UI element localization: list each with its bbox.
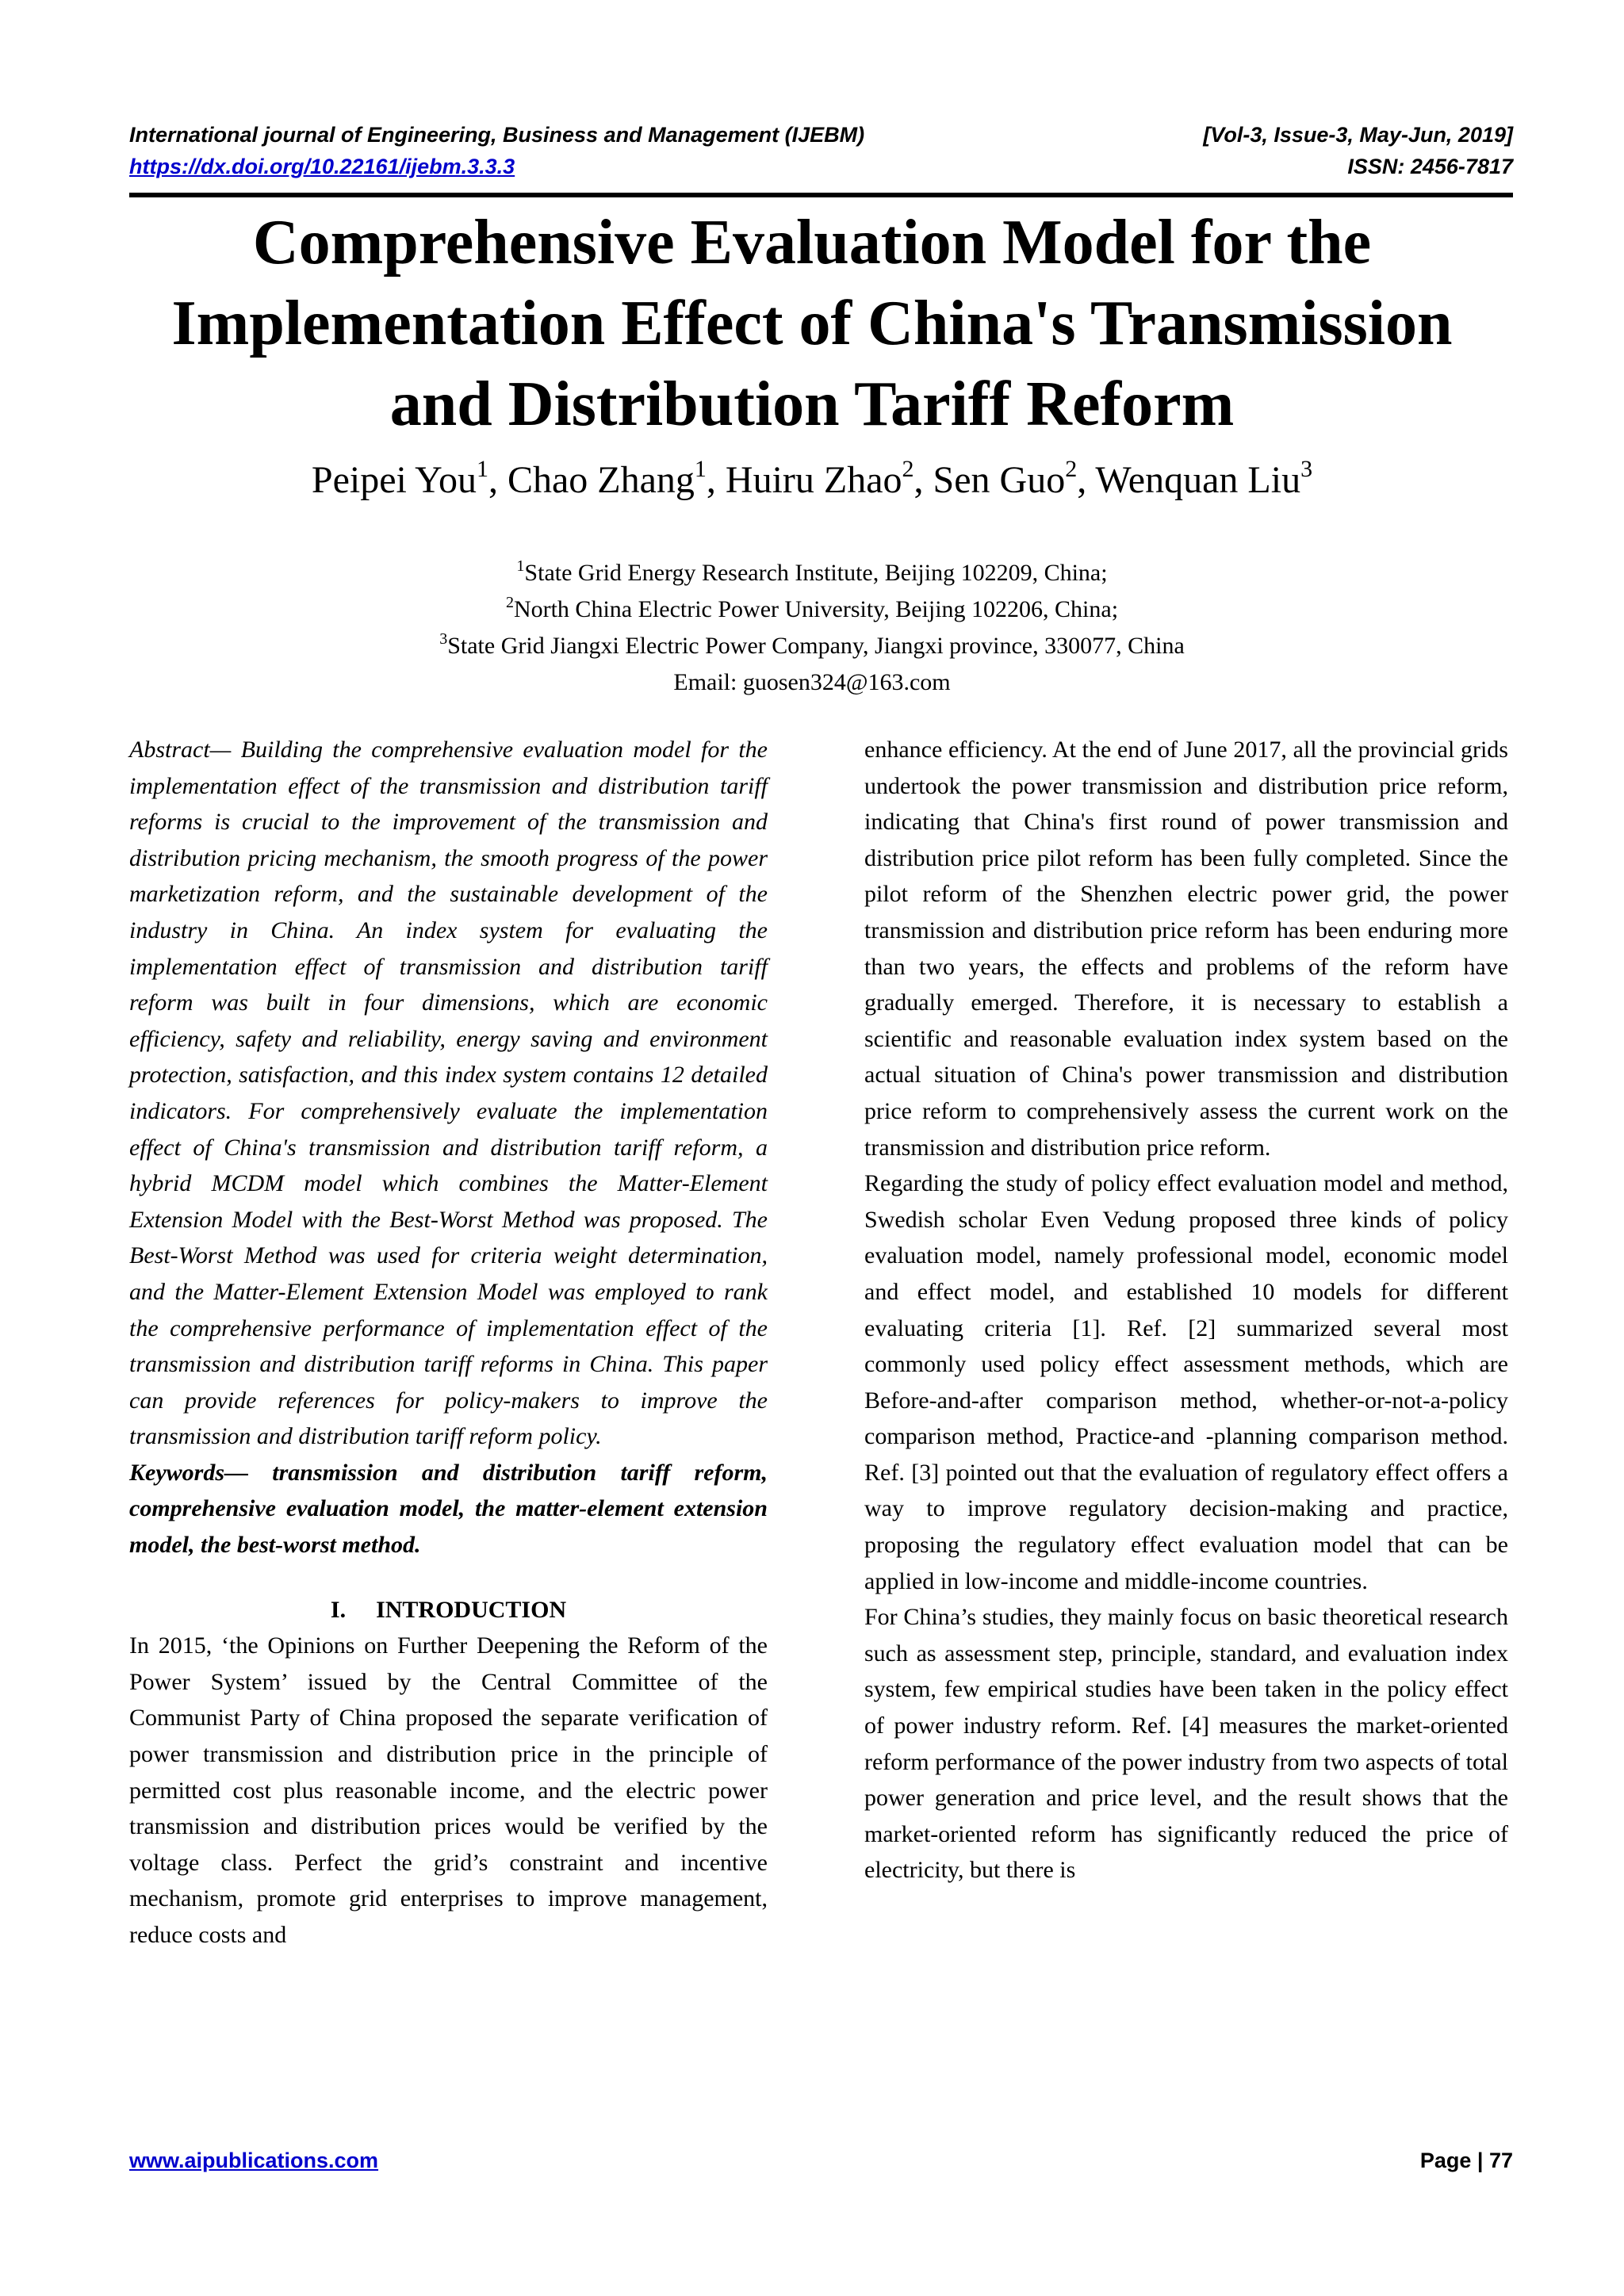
volume-info: [Vol-3, Issue-3, May-Jun, 2019] [1203,123,1513,147]
title-line-1: Comprehensive Evaluation Model for the [252,208,1372,277]
author: Chao Zhang$^1$, [507,456,726,501]
intro-paragraph: In 2015, ‘the Opinions on Further Deepening the Reform of the Power System’ issued by the Central Committee of the Communist Party of China proposed the separate verification of power transmission and distribution price in the principle of permitted cost plus reasonable income, and the electric power transmission and distribution prices would be verified by the voltage class. Perfect the grid’s constraint and incentive mechanism, promote grid enterprises to improve management, reduce costs and [129,1632,768,1948]
section-heading: I. INTRODUCTION [330,1596,567,1623]
left-column [129,732,768,1954]
running-header [129,119,1513,182]
page-footer [129,2149,1513,2173]
author: Sen Guo$^2$, [933,456,1096,501]
affiliation-3: $^3$State Grid Jiangxi Electric Power Company, Jiangxi province, 330077, China [439,630,1185,659]
page-number: Page | 77 [1419,2149,1513,2172]
title-line-2: Implementation Effect of China's Transmission [171,289,1453,358]
keywords: Keywords— transmission and distribution tariff reform, comprehensive evaluation model, the matter-element extension model, the best-worst method. [129,1459,768,1559]
doi-link[interactable]: https://dx.doi.org/10.22161/ijebm.3.3.3 [129,155,515,178]
journal-name: International journal of Engineering, Business and Management (IJEBM) [129,123,865,147]
paper-title [79,202,1545,445]
right-column [864,732,1508,1888]
website-link[interactable]: www.aipublications.com [129,2149,379,2172]
body-paragraph-1: enhance efficiency. At the end of June 2017, all the provincial grids undertook the power transmission and distribution price reform, indicating that China's first round of power transmission and distribution price pilot reform has been fully completed. Since the pilot reform of the Shenzhen electric power grid, the power transmission and distribution price reform has been enduring more than two years, the effects and problems of the reform have gradually emerged. Therefore, it is necessary to establish a scientific and reasonable evaluation index system based on the actual situation of China's power transmission and distribution price reform to comprehensively assess the current work on the transmission and distribution price reform. [864,737,1508,1161]
affiliation-2: $^2$North China Electric Power University, Beijing 102206, China; [505,594,1119,622]
author: Peipei You$^1$, [311,456,508,501]
header-rule [129,193,1513,197]
author: Wenquan Liu$^3$ [1095,456,1313,501]
body-paragraph-2: Regarding the study of policy effect evaluation model and method, Swedish scholar Even Vedung proposed three kinds of policy evaluation model, namely professional model, economic model and effect model, and established 10 models for different evaluating criteria [1]. Ref. [2] summarized several most commonly used policy effect assessment methods, which are Before-and-after comparison method, whether-or-not-a-policy comparison method, Practice-and -planning comparison method. Ref. [3] pointed out that the evaluation of regulatory effect offers a way to improve regulatory decision-making and practice, proposing the regulatory effect evaluation model that can be applied in low-income and middle-income countries. [864,1170,1508,1594]
author: Huiru Zhao$^2$, [725,456,933,501]
contact-email: Email: guosen324@163.com [673,669,951,695]
issn: ISSN: 2456-7817 [1347,155,1513,178]
author-list [79,457,1545,504]
body-paragraph-3: For China’s studies, they mainly focus on basic theoretical research such as assessment step, principle, standard, and evaluation index system, few empirical studies have been taken in the policy effect of power industry reform. Ref. [4] measures the market-oriented reform performance of the power industry from two aspects of total power generation and price level, and the result shows that the market-oriented reform has significantly reduced the price of electricity, but there is [864,1604,1508,1884]
affiliation-1: $^1$State Grid Energy Research Institute, Beijing 102209, China; [516,557,1108,586]
abstract: Abstract— Building the comprehensive evaluation model for the implementation effect of the transmission and distribution tariff reforms is crucial to the improvement of the transmission and distribution pricing mechanism, the smooth progress of the power marketization reform, and the sustainable development of the industry in China. An index system for evaluating the implementation effect of transmission and distribution tariff reform was built in four dimensions, which are economic efficiency, safety and reliability, energy saving and environment protection, satisfaction, and this index system contains 12 detailed indicators. For comprehensively evaluate the implementation effect of China's transmission and distribution tariff reform, a hybrid MCDM model which combines the Matter-Element Extension Model with the Best-Worst Method was proposed. The Best-Worst Method was used for criteria weight determination, and the Matter-Element Extension Model was employed to rank the comprehensive performance of implementation effect of the transmission and distribution tariff reforms in China. This paper can provide references for policy-makers to improve the transmission and distribution tariff reform policy. [129,737,768,1450]
title-line-3: and Distribution Tariff Reform [389,369,1235,439]
affiliations [79,555,1545,701]
